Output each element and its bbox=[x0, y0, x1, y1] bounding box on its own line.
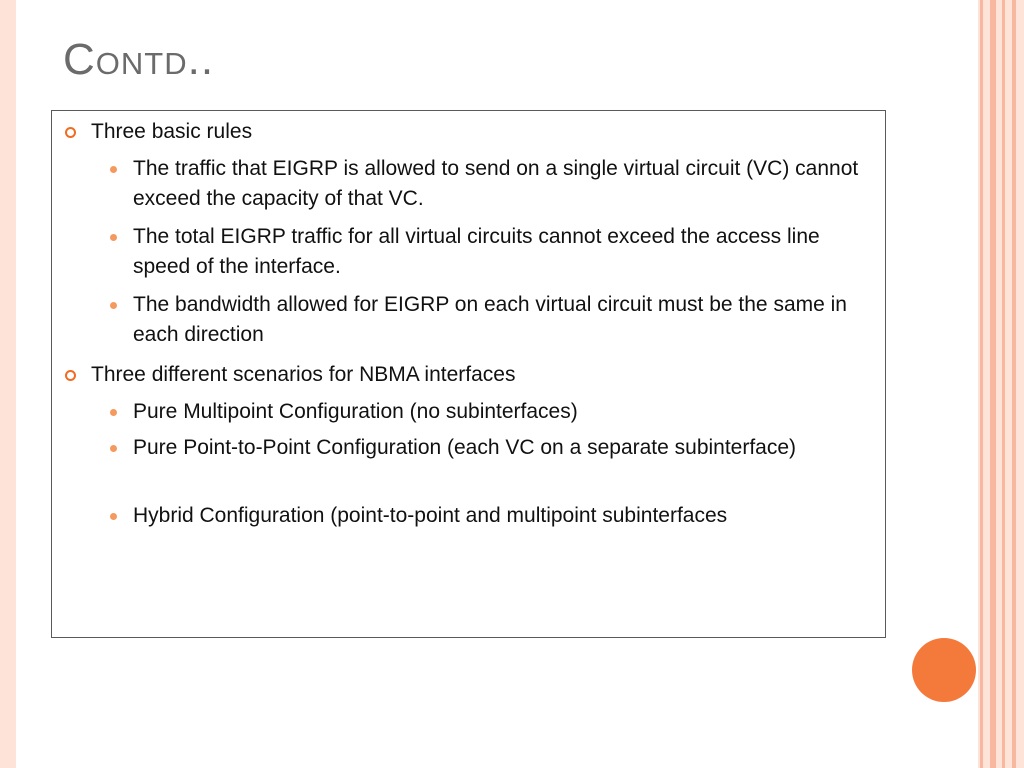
sub-bullet-pure-point-to-point: Pure Point-to-Point Configuration (each VC on a separate subinterface) bbox=[133, 436, 797, 459]
sub-bullet-access-line-speed: The total EIGRP traffic for all virtual circuits cannot exceed the access line speed of the interface. bbox=[133, 225, 820, 278]
right-frame-band bbox=[978, 0, 1024, 768]
level2-bullet-icon bbox=[110, 409, 117, 416]
sub-bullet-vc-capacity: The traffic that EIGRP is allowed to send on a single virtual circuit (VC) cannot exceed the capacity of that VC. bbox=[133, 157, 859, 210]
frame-stripe bbox=[1002, 0, 1005, 768]
sub-bullet-hybrid: Hybrid Configuration (point-to-point and multipoint subinterfaces bbox=[133, 504, 728, 527]
bullet-three-basic-rules: Three basic rules bbox=[91, 120, 253, 143]
frame-stripe bbox=[1012, 0, 1016, 768]
level2-bullet-icon bbox=[110, 166, 117, 173]
sub-bullet-pure-multipoint: Pure Multipoint Configuration (no subinterfaces) bbox=[133, 400, 578, 423]
sub-bullet-bandwidth-direction: The bandwidth allowed for EIGRP on each virtual circuit must be the same in each direction bbox=[133, 293, 847, 346]
level2-bullet-icon bbox=[110, 513, 117, 520]
frame-stripe bbox=[990, 0, 996, 768]
level2-bullet-icon bbox=[110, 234, 117, 241]
level1-bullet-icon bbox=[65, 370, 76, 381]
frame-stripe bbox=[980, 0, 983, 768]
slide-title: Contd.. bbox=[63, 35, 215, 84]
bullet-nbma-scenarios: Three different scenarios for NBMA interfaces bbox=[91, 363, 516, 386]
level2-bullet-icon bbox=[110, 445, 117, 452]
level2-bullet-icon bbox=[110, 302, 117, 309]
level1-bullet-icon bbox=[65, 127, 76, 138]
left-frame-band bbox=[0, 0, 16, 768]
decorative-orange-circle bbox=[912, 638, 976, 702]
